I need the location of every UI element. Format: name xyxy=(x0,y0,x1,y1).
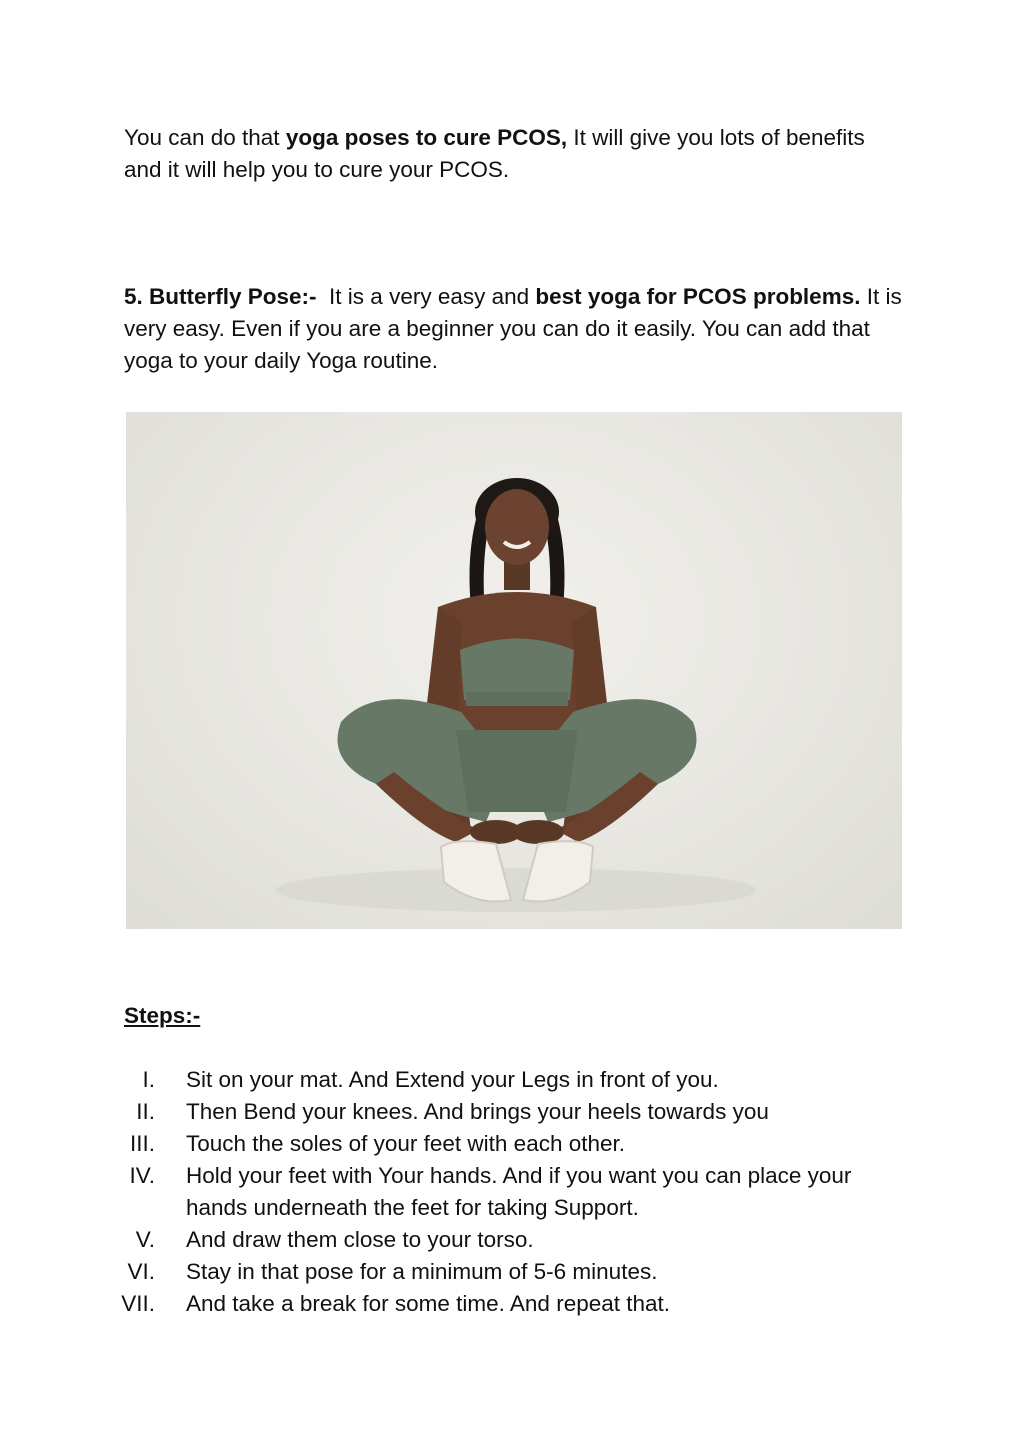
intro-text-a: You can do that xyxy=(124,125,286,150)
step-number: V. xyxy=(135,1227,155,1252)
step-item xyxy=(0,1256,1024,1288)
butterfly-text-a: It is a very easy and xyxy=(316,284,536,309)
step-item xyxy=(0,1160,1024,1224)
step-item xyxy=(0,1096,1024,1128)
steps-list xyxy=(0,1064,1024,1320)
step-text: And draw them close to your torso. xyxy=(186,1227,534,1252)
intro-paragraph xyxy=(124,122,904,186)
step-text: Touch the soles of your feet with each other. xyxy=(186,1131,626,1156)
step-number: III. xyxy=(129,1131,155,1156)
step-text: Then Bend your knees. And brings your heels towards you xyxy=(186,1099,769,1124)
step-item xyxy=(0,1224,1024,1256)
steps-heading: Steps:- xyxy=(124,1003,201,1028)
step-text: Sit on your mat. And Extend your Legs in front of you. xyxy=(186,1067,719,1092)
step-number: VI. xyxy=(127,1259,155,1284)
step-text: Stay in that pose for a minimum of 5-6 minutes. xyxy=(186,1259,658,1284)
step-text: Hold your feet with Your hands. And if you want you can place your hands underneath the feet for taking Support. xyxy=(186,1163,852,1220)
butterfly-pose-photo xyxy=(126,412,902,929)
step-number: IV. xyxy=(129,1163,155,1188)
step-text: And take a break for some time. And repeat that. xyxy=(186,1291,671,1316)
step-item xyxy=(0,1128,1024,1160)
butterfly-pose-paragraph xyxy=(124,281,904,377)
butterfly-bold-phrase: best yoga for PCOS problems. xyxy=(535,284,861,309)
butterfly-pose-title: 5. Butterfly Pose:- xyxy=(124,284,317,309)
step-number: II. xyxy=(136,1099,155,1124)
step-number: VII. xyxy=(121,1291,155,1316)
butterfly-text-b: It is very easy. Even if you are a beginner you can do it easily. You can add that yoga to your daily Yoga routine. xyxy=(124,284,902,373)
step-item xyxy=(0,1064,1024,1096)
intro-bold-phrase: yoga poses to cure PCOS, xyxy=(285,125,568,150)
step-item xyxy=(0,1288,1024,1320)
step-number: I. xyxy=(142,1067,155,1092)
intro-text-b: It will give you lots of benefits and it will help you to cure your PCOS. xyxy=(124,125,865,182)
